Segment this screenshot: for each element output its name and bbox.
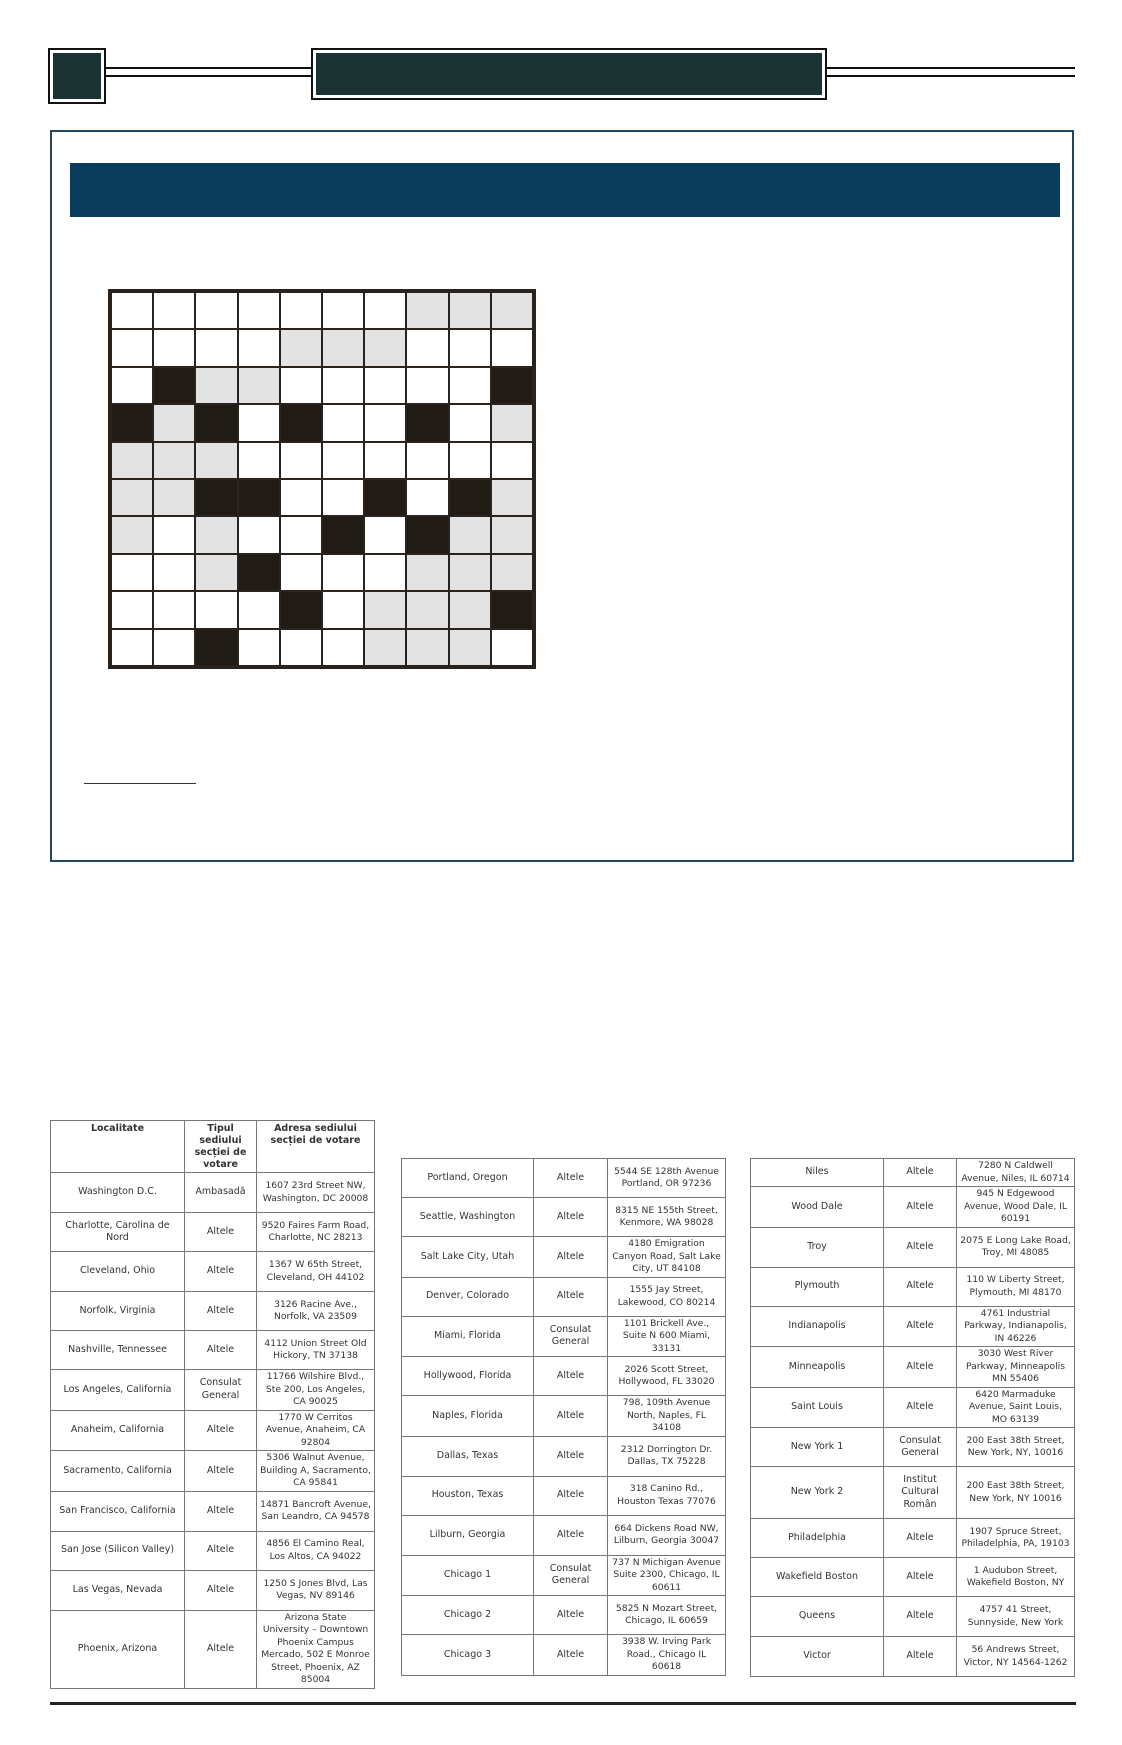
crossword-shaded-cell: [492, 405, 532, 440]
cell-tip-sediu: Consulat General: [534, 1555, 608, 1596]
cell-tip-sediu: Altele: [185, 1491, 257, 1531]
cell-tip-sediu: Altele: [884, 1597, 957, 1637]
crossword-cell: [239, 630, 279, 665]
crossword-cell: [154, 517, 194, 552]
crossword-shaded-cell: [450, 630, 490, 665]
crossword-cell: [323, 368, 363, 403]
cell-adresa: 5544 SE 128th Avenue Portland, OR 97236: [608, 1159, 726, 1198]
cell-tip-sediu: Altele: [534, 1277, 608, 1316]
crossword-cell: [450, 330, 490, 365]
cell-tip-sediu: Consulat General: [884, 1428, 957, 1467]
cell-tip-sediu: Altele: [884, 1267, 957, 1306]
crossword-cell: [112, 555, 152, 590]
cell-tip-sediu: Altele: [185, 1451, 257, 1492]
cell-localitate: Anaheim, California: [51, 1410, 185, 1451]
crossword-black-cell: [196, 630, 236, 665]
crossword-shaded-cell: [450, 517, 490, 552]
polling-stations-table-2: [401, 1158, 726, 1676]
cell-adresa: 2075 E Long Lake Road, Troy, MI 48085: [957, 1227, 1075, 1267]
crossword-cell: [323, 293, 363, 328]
table-row: [51, 1292, 375, 1331]
cell-localitate: Dallas, Texas: [402, 1436, 534, 1476]
crossword-black-cell: [492, 368, 532, 403]
crossword-cell: [450, 368, 490, 403]
cell-localitate: Phoenix, Arizona: [51, 1610, 185, 1688]
cell-adresa: 1907 Spruce Street, Philadelphia, PA, 19103: [957, 1519, 1075, 1558]
cell-localitate: Chicago 2: [402, 1596, 534, 1635]
table-row: [751, 1467, 1075, 1519]
crossword-shaded-cell: [492, 293, 532, 328]
cell-adresa: 3030 West River Parkway, Minneapolis MN 55406: [957, 1347, 1075, 1388]
cell-tip-sediu: Altele: [884, 1558, 957, 1597]
table-row: [402, 1476, 726, 1515]
cell-tip-sediu: Altele: [884, 1227, 957, 1267]
crossword-title-bar: [70, 163, 1060, 217]
crossword-black-cell: [450, 480, 490, 515]
crossword-black-cell: [281, 592, 321, 627]
cell-tip-sediu: Institut Cultural Român: [884, 1467, 957, 1519]
table-row: [402, 1198, 726, 1237]
cell-adresa: 4112 Union Street Old Hickory, TN 37138: [257, 1331, 375, 1370]
cell-localitate: San Jose (Silicon Valley): [51, 1531, 185, 1570]
crossword-grid: [108, 289, 536, 669]
crossword-shaded-cell: [407, 293, 447, 328]
table-row: [751, 1187, 1075, 1228]
table-row: [51, 1370, 375, 1411]
table-row: [751, 1267, 1075, 1306]
cell-localitate: Naples, Florida: [402, 1396, 534, 1437]
table-row: [751, 1387, 1075, 1428]
crossword-shaded-cell: [407, 630, 447, 665]
table-row: [51, 1531, 375, 1570]
cell-localitate: Seattle, Washington: [402, 1198, 534, 1237]
cell-adresa: 7280 N Caldwell Avenue, Niles, IL 60714: [957, 1159, 1075, 1187]
cell-adresa: 9520 Faires Farm Road, Charlotte, NC 28213: [257, 1213, 375, 1252]
crossword-shaded-cell: [281, 330, 321, 365]
crossword-cell: [323, 405, 363, 440]
cell-localitate: Wood Dale: [751, 1187, 884, 1228]
table-row: [751, 1637, 1075, 1677]
crossword-cell: [450, 405, 490, 440]
cell-localitate: Minneapolis: [751, 1347, 884, 1388]
crossword-shaded-cell: [154, 405, 194, 440]
cell-localitate: Lilburn, Georgia: [402, 1515, 534, 1555]
crossword-shaded-cell: [492, 517, 532, 552]
crossword-shaded-cell: [154, 443, 194, 478]
table-row: [751, 1519, 1075, 1558]
crossword-cell: [154, 555, 194, 590]
table-row: [751, 1558, 1075, 1597]
cell-localitate: Queens: [751, 1597, 884, 1637]
cell-localitate: Hollywood, Florida: [402, 1357, 534, 1396]
cell-adresa: 945 N Edgewood Avenue, Wood Dale, IL 60191: [957, 1187, 1075, 1228]
crossword-shaded-cell: [365, 330, 405, 365]
cell-tip-sediu: Altele: [534, 1515, 608, 1555]
cell-tip-sediu: Altele: [534, 1596, 608, 1635]
cell-tip-sediu: Altele: [534, 1357, 608, 1396]
table-row: [51, 1410, 375, 1451]
cell-adresa: 1770 W Cerritos Avenue, Anaheim, CA 92804: [257, 1410, 375, 1451]
crossword-black-cell: [281, 405, 321, 440]
cell-tip-sediu: Altele: [534, 1198, 608, 1237]
cell-adresa: 11766 Wilshire Blvd., Ste 200, Los Angeles, CA 90025: [257, 1370, 375, 1411]
crossword-shaded-cell: [365, 630, 405, 665]
cell-localitate: New York 1: [751, 1428, 884, 1467]
cell-adresa: 1555 Jay Street, Lakewood, CO 80214: [608, 1277, 726, 1316]
cell-localitate: Sacramento, California: [51, 1451, 185, 1492]
crossword-shaded-cell: [450, 293, 490, 328]
header-adresa: Adresa sediului secției de votare: [257, 1121, 375, 1173]
table-row: [402, 1159, 726, 1198]
table-row: [402, 1596, 726, 1635]
cell-localitate: Denver, Colorado: [402, 1277, 534, 1316]
cell-tip-sediu: Altele: [534, 1635, 608, 1676]
crossword-cell: [112, 368, 152, 403]
cell-adresa: 1607 23rd Street NW, Washington, DC 20008: [257, 1173, 375, 1213]
table-row: [51, 1252, 375, 1292]
crossword-cell: [154, 592, 194, 627]
crossword-cell: [196, 592, 236, 627]
crossword-cell: [492, 630, 532, 665]
cell-tip-sediu: Altele: [185, 1252, 257, 1292]
table-row: [751, 1347, 1075, 1388]
table-row: [51, 1173, 375, 1213]
crossword-cell: [407, 480, 447, 515]
cell-tip-sediu: Altele: [185, 1531, 257, 1570]
table-header-row: [51, 1121, 375, 1173]
crossword-cell: [112, 592, 152, 627]
crossword-cell: [281, 368, 321, 403]
crossword-shaded-cell: [365, 592, 405, 627]
cell-adresa: 5825 N Mozart Street, Chicago, IL 60659: [608, 1596, 726, 1635]
cell-tip-sediu: Altele: [884, 1519, 957, 1558]
cell-localitate: Miami, Florida: [402, 1316, 534, 1357]
crossword-black-cell: [239, 555, 279, 590]
crossword-shaded-cell: [196, 443, 236, 478]
header-title-bar: [313, 50, 825, 98]
crossword-shaded-cell: [196, 517, 236, 552]
crossword-cell: [365, 517, 405, 552]
crossword-shaded-cell: [196, 555, 236, 590]
crossword-cell: [239, 443, 279, 478]
table-row: [402, 1237, 726, 1278]
crossword-shaded-cell: [196, 368, 236, 403]
crossword-black-cell: [407, 517, 447, 552]
cell-localitate: Houston, Texas: [402, 1476, 534, 1515]
header-localitate: Localitate: [51, 1121, 185, 1173]
cell-adresa: Arizona State University – Downtown Phoenix Campus Mercado, 502 E Monroe Street, Phoenix, AZ 85004: [257, 1610, 375, 1688]
cell-localitate: Cleveland, Ohio: [51, 1252, 185, 1292]
crossword-cell: [323, 555, 363, 590]
cell-tip-sediu: Altele: [185, 1610, 257, 1688]
table-row: [402, 1515, 726, 1555]
table-row: [402, 1436, 726, 1476]
cell-tip-sediu: Altele: [185, 1213, 257, 1252]
cell-tip-sediu: Altele: [884, 1637, 957, 1677]
cell-localitate: Chicago 3: [402, 1635, 534, 1676]
crossword-cell: [281, 480, 321, 515]
table-row: [402, 1555, 726, 1596]
crossword-black-cell: [196, 405, 236, 440]
table-row: [51, 1570, 375, 1610]
crossword-cell: [492, 443, 532, 478]
polling-stations-table-3: [750, 1158, 1075, 1677]
table-row: [51, 1491, 375, 1531]
cell-localitate: New York 2: [751, 1467, 884, 1519]
table-row: [751, 1306, 1075, 1347]
crossword-cell: [281, 293, 321, 328]
crossword-black-cell: [407, 405, 447, 440]
crossword-cell: [365, 405, 405, 440]
cell-localitate: San Francisco, California: [51, 1491, 185, 1531]
crossword-cell: [154, 293, 194, 328]
cell-adresa: 2026 Scott Street, Hollywood, FL 33020: [608, 1357, 726, 1396]
cell-localitate: Chicago 1: [402, 1555, 534, 1596]
cell-adresa: 200 East 38th Street, New York, NY, 10016: [957, 1428, 1075, 1467]
crossword-cell: [112, 330, 152, 365]
crossword-cell: [492, 330, 532, 365]
cell-adresa: 4180 Emigration Canyon Road, Salt Lake City, UT 84108: [608, 1237, 726, 1278]
crossword-black-cell: [239, 480, 279, 515]
footer-rule: [50, 1702, 1076, 1705]
cell-adresa: 5306 Walnut Avenue, Building A, Sacramento, CA 95841: [257, 1451, 375, 1492]
footnote-rule: [84, 783, 196, 784]
crossword-cell: [323, 443, 363, 478]
cell-adresa: 6420 Marmaduke Avenue, Saint Louis, MO 63139: [957, 1387, 1075, 1428]
table-row: [751, 1159, 1075, 1187]
cell-localitate: Plymouth: [751, 1267, 884, 1306]
cell-localitate: Portland, Oregon: [402, 1159, 534, 1198]
table-row: [402, 1316, 726, 1357]
crossword-cell: [281, 443, 321, 478]
crossword-cell: [196, 293, 236, 328]
crossword-cell: [365, 368, 405, 403]
table-row: [51, 1213, 375, 1252]
cell-tip-sediu: Altele: [884, 1306, 957, 1347]
cell-adresa: 737 N Michigan Avenue Suite 2300, Chicago, IL 60611: [608, 1555, 726, 1596]
cell-localitate: Los Angeles, California: [51, 1370, 185, 1411]
crossword-cell: [365, 293, 405, 328]
cell-tip-sediu: Ambasadă: [185, 1173, 257, 1213]
cell-localitate: Philadelphia: [751, 1519, 884, 1558]
cell-tip-sediu: Altele: [534, 1396, 608, 1437]
cell-adresa: 318 Canino Rd., Houston Texas 77076: [608, 1476, 726, 1515]
crossword-black-cell: [323, 517, 363, 552]
crossword-cell: [281, 517, 321, 552]
crossword-cell: [112, 630, 152, 665]
crossword-shaded-cell: [112, 517, 152, 552]
cell-adresa: 1 Audubon Street, Wakefield Boston, NY: [957, 1558, 1075, 1597]
cell-tip-sediu: Altele: [185, 1570, 257, 1610]
crossword-black-cell: [492, 592, 532, 627]
cell-tip-sediu: Altele: [534, 1237, 608, 1278]
cell-adresa: 798, 109th Avenue North, Naples, FL 34108: [608, 1396, 726, 1437]
cell-tip-sediu: Consulat General: [534, 1316, 608, 1357]
crossword-cell: [239, 405, 279, 440]
cell-localitate: Niles: [751, 1159, 884, 1187]
cell-tip-sediu: Altele: [534, 1476, 608, 1515]
cell-tip-sediu: Consulat General: [185, 1370, 257, 1411]
page-header: [0, 0, 1122, 110]
cell-tip-sediu: Altele: [884, 1159, 957, 1187]
cell-adresa: 3126 Racine Ave., Norfolk, VA 23509: [257, 1292, 375, 1331]
crossword-shaded-cell: [112, 443, 152, 478]
cell-localitate: Wakefield Boston: [751, 1558, 884, 1597]
crossword-shaded-cell: [407, 592, 447, 627]
table-row: [751, 1597, 1075, 1637]
cell-localitate: Indianapolis: [751, 1306, 884, 1347]
cell-tip-sediu: Altele: [185, 1410, 257, 1451]
cell-adresa: 4856 El Camino Real, Los Altos, CA 94022: [257, 1531, 375, 1570]
crossword-cell: [239, 517, 279, 552]
cell-adresa: 200 East 38th Street, New York, NY 10016: [957, 1467, 1075, 1519]
cell-adresa: 4757 41 Street, Sunnyside, New York: [957, 1597, 1075, 1637]
cell-adresa: 1101 Brickell Ave., Suite N 600 Miami, 33131: [608, 1316, 726, 1357]
table-row: [51, 1451, 375, 1492]
crossword-shaded-cell: [407, 555, 447, 590]
cell-adresa: 8315 NE 155th Street, Kenmore, WA 98028: [608, 1198, 726, 1237]
crossword-shaded-cell: [492, 555, 532, 590]
cell-adresa: 1250 S Jones Blvd, Las Vegas, NV 89146: [257, 1570, 375, 1610]
cell-tip-sediu: Altele: [534, 1436, 608, 1476]
cell-localitate: Las Vegas, Nevada: [51, 1570, 185, 1610]
crossword-cell: [323, 480, 363, 515]
cell-localitate: Victor: [751, 1637, 884, 1677]
cell-tip-sediu: Altele: [185, 1331, 257, 1370]
cell-localitate: Troy: [751, 1227, 884, 1267]
table-row: [402, 1277, 726, 1316]
table-row: [751, 1227, 1075, 1267]
table-row: [402, 1357, 726, 1396]
crossword-cell: [196, 330, 236, 365]
crossword-cell: [281, 630, 321, 665]
header-rule-right-top: [817, 67, 1075, 69]
crossword-cell: [323, 630, 363, 665]
crossword-black-cell: [112, 405, 152, 440]
crossword-cell: [323, 592, 363, 627]
table-row: [751, 1428, 1075, 1467]
crossword-black-cell: [365, 480, 405, 515]
cell-tip-sediu: Altele: [884, 1387, 957, 1428]
header-tip-sediu: Tipul sediului secției de votare: [185, 1121, 257, 1173]
crossword-cell: [281, 555, 321, 590]
cell-tip-sediu: Altele: [884, 1347, 957, 1388]
cell-localitate: Nashville, Tennessee: [51, 1331, 185, 1370]
crossword-black-cell: [154, 368, 194, 403]
crossword-shaded-cell: [450, 555, 490, 590]
cell-localitate: Saint Louis: [751, 1387, 884, 1428]
cell-adresa: 1367 W 65th Street, Cleveland, OH 44102: [257, 1252, 375, 1292]
cell-adresa: 664 Dickens Road NW, Lilburn, Georgia 30047: [608, 1515, 726, 1555]
header-rule-right-bottom: [817, 75, 1075, 77]
table-row: [51, 1331, 375, 1370]
table-row: [51, 1610, 375, 1688]
cell-tip-sediu: Altele: [534, 1159, 608, 1198]
crossword-cell: [154, 330, 194, 365]
crossword-cell: [112, 293, 152, 328]
crossword-cell: [154, 630, 194, 665]
cell-localitate: Salt Lake City, Utah: [402, 1237, 534, 1278]
polling-stations-table-1: [50, 1120, 375, 1689]
crossword-cell: [365, 555, 405, 590]
header-square-ornament: [50, 50, 104, 102]
cell-adresa: 14871 Bancroft Avenue, San Leandro, CA 94578: [257, 1491, 375, 1531]
crossword-cell: [407, 330, 447, 365]
table-row: [402, 1635, 726, 1676]
crossword-black-cell: [196, 480, 236, 515]
crossword-cell: [239, 330, 279, 365]
crossword-shaded-cell: [492, 480, 532, 515]
crossword-shaded-cell: [323, 330, 363, 365]
crossword-cell: [407, 443, 447, 478]
cell-adresa: 56 Andrews Street, Victor, NY 14564-1262: [957, 1637, 1075, 1677]
cell-localitate: Charlotte, Carolina de Nord: [51, 1213, 185, 1252]
cell-localitate: Washington D.C.: [51, 1173, 185, 1213]
cell-adresa: 2312 Dorrington Dr. Dallas, TX 75228: [608, 1436, 726, 1476]
cell-adresa: 110 W Liberty Street, Plymouth, MI 48170: [957, 1267, 1075, 1306]
crossword-shaded-cell: [450, 592, 490, 627]
cell-adresa: 3938 W. Irving Park Road., Chicago IL 60618: [608, 1635, 726, 1676]
header-rule-left-top: [98, 67, 315, 69]
crossword-cell: [407, 368, 447, 403]
crossword-cell: [239, 293, 279, 328]
cell-localitate: Norfolk, Virginia: [51, 1292, 185, 1331]
header-rule-left-bottom: [98, 75, 315, 77]
crossword-shaded-cell: [239, 368, 279, 403]
crossword-cell: [450, 443, 490, 478]
cell-tip-sediu: Altele: [884, 1187, 957, 1228]
crossword-cell: [365, 443, 405, 478]
cell-adresa: 4761 Industrial Parkway, Indianapolis, IN 46226: [957, 1306, 1075, 1347]
cell-tip-sediu: Altele: [185, 1292, 257, 1331]
table-row: [402, 1396, 726, 1437]
crossword-shaded-cell: [112, 480, 152, 515]
crossword-shaded-cell: [154, 480, 194, 515]
crossword-cell: [239, 592, 279, 627]
